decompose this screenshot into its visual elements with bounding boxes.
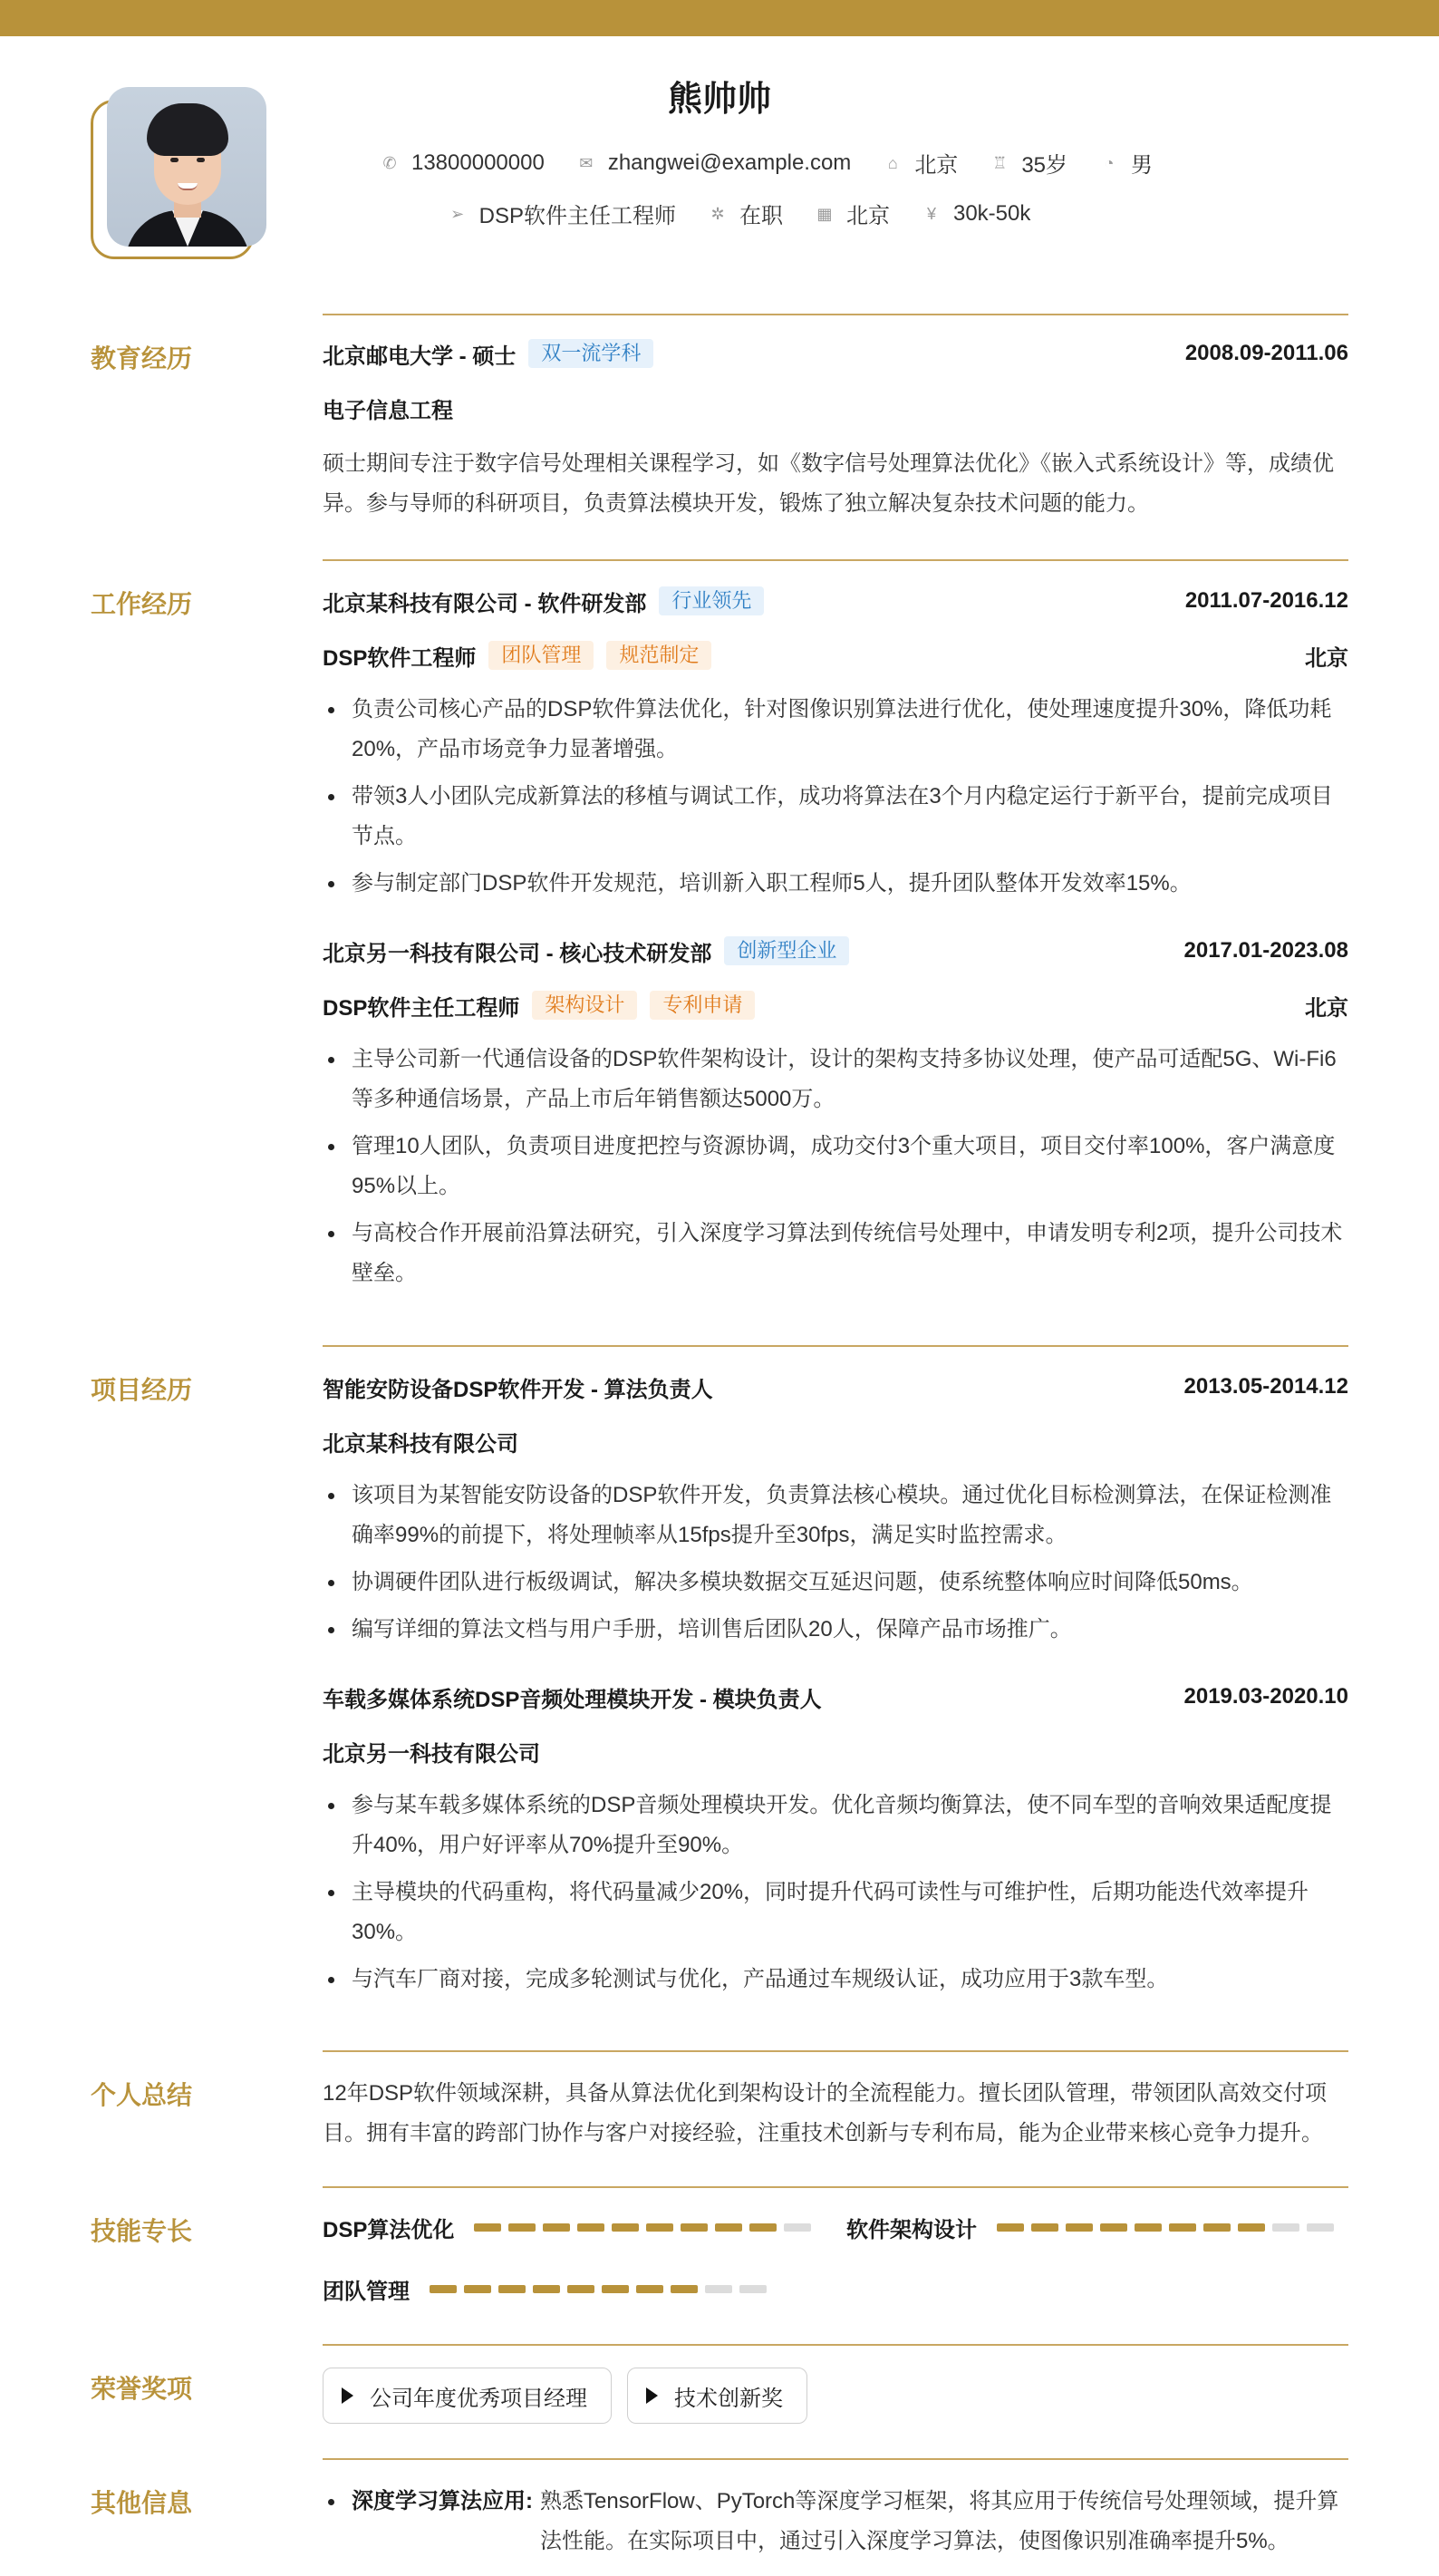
cake-icon: ♖ <box>992 153 1008 172</box>
age-text: 35岁 <box>1021 153 1068 178</box>
work-skill-tag: 架构设计 <box>532 991 637 1020</box>
skills-body <box>323 2212 1348 2311</box>
work-entry <box>323 935 1348 1293</box>
gender-icon: ◔ <box>1104 153 1115 172</box>
work-company-row <box>323 585 1348 617</box>
school-name: 北京邮电大学 - 硕士 <box>323 344 517 369</box>
work-company-tag: 行业领先 <box>659 586 764 615</box>
skill-level-segment <box>1135 2223 1162 2232</box>
phone-item <box>381 150 545 176</box>
gender-item <box>1100 147 1153 179</box>
list-item: 编写详细的算法文档与用户手册，培训售后团队20人，保障产品市场推广。 <box>323 1610 1348 1650</box>
status-icon: ✲ <box>710 204 725 223</box>
job-intent-row <box>20 198 1439 229</box>
skill-level-segment <box>1169 2223 1196 2232</box>
list-item: 与汽车厂商对接，完成多轮测试与优化，产品通过车规级认证，成功应用于3款车型。 <box>323 1960 1348 2000</box>
skill-level-bar <box>474 2223 811 2232</box>
play-icon <box>342 2387 353 2404</box>
status-text: 在职 <box>739 204 783 228</box>
skill-level-segment <box>602 2285 629 2293</box>
skill-level-segment <box>508 2223 536 2232</box>
education-description: 硕士期间专注于数字信号处理相关课程学习，如《数字信号处理算法优化》《嵌入式系统设计》等，成绩优异。参与导师的科研项目，负责算法模块开发，锻炼了独立解决复杂技术问题的能力。 <box>323 451 1334 516</box>
list-item: 参与制定部门DSP软件开发规范，培训新入职工程师5人，提升团队整体开发效率15%。 <box>323 864 1348 904</box>
work-skill-tag: 规范制定 <box>606 641 711 670</box>
skill-level-segment <box>1100 2223 1127 2232</box>
work-title: DSP软件主任工程师 <box>323 995 520 1021</box>
work-skill-tag: 团队管理 <box>488 641 594 670</box>
candidate-name: 熊帅帅 <box>667 81 771 119</box>
work-body <box>323 585 1348 1301</box>
skill-item <box>323 2212 811 2243</box>
project-entry <box>323 1680 1348 2000</box>
list-item: 协调硬件团队进行板级调试，解决多模块数据交互延迟问题，使系统整体响应时间降低50ms。 <box>323 1563 1348 1603</box>
work-title-row <box>323 989 1348 1022</box>
work-location: 北京 <box>1305 995 1348 1021</box>
skill-level-segment <box>784 2223 811 2232</box>
skill-level-segment <box>1066 2223 1093 2232</box>
skill-level-segment <box>1272 2223 1299 2232</box>
email-item <box>577 150 852 176</box>
school-tag: 双一流学科 <box>528 339 653 368</box>
project-name: 车载多媒体系统DSP音频处理模块开发 - 模块负责人 <box>323 1687 822 1712</box>
contact-row <box>47 147 1439 179</box>
section-title-other: 其他信息 <box>91 2489 193 2517</box>
section-title-projects: 项目经历 <box>91 1376 193 1404</box>
skill-level-segment <box>498 2285 526 2293</box>
other-body <box>323 2482 1348 2561</box>
list-item: 主导公司新一代通信设备的DSP软件架构设计，设计的架构支持多协议处理，使产品可适配5G、Wi-Fi6等多种通信场景，产品上市后年销售额达5000万。 <box>323 1040 1348 1119</box>
summary-body <box>323 2074 1348 2154</box>
mail-icon: ✉ <box>579 153 594 172</box>
project-date: 2013.05-2014.12 <box>1183 1374 1348 1399</box>
skill-level-segment <box>567 2285 594 2293</box>
work-divider <box>323 559 1348 561</box>
work-title-row <box>323 639 1348 672</box>
list-item: 负责公司核心产品的DSP软件算法优化，针对图像识别算法进行优化，使处理速度提升30%，降低功耗20%，产品市场竞争力显著增强。 <box>323 690 1348 770</box>
skills-divider <box>323 2186 1348 2188</box>
projects-divider <box>323 1345 1348 1347</box>
skill-level-segment <box>636 2285 663 2293</box>
skill-level-segment <box>474 2223 501 2232</box>
project-company-row <box>323 1425 1348 1457</box>
other-value: 熟悉TensorFlow、PyTorch等深度学习框架，将其应用于传统信号处理领域，提升算法性能。在实际项目中，通过引入深度学习算法，使图像识别准确率提升5%。 <box>540 2489 1339 2553</box>
skill-level-segment <box>612 2223 639 2232</box>
send-icon: ➢ <box>450 204 465 223</box>
top-accent-bar <box>0 0 1439 36</box>
city-text: 北京 <box>914 153 959 178</box>
work-skill-tag: 专利申请 <box>650 991 755 1020</box>
education-major-row <box>323 392 1348 424</box>
education-header-row <box>323 337 1348 370</box>
section-title-skills: 技能专长 <box>91 2217 193 2245</box>
honors-body <box>323 2368 1348 2426</box>
salary-text: 30k-50k <box>952 200 1031 226</box>
other-divider <box>323 2458 1348 2460</box>
skill-level-segment <box>464 2285 491 2293</box>
work-company: 北京另一科技有限公司 - 核心技术研发部 <box>323 941 712 966</box>
work-city-text: 北京 <box>845 204 890 228</box>
skill-level-segment <box>749 2223 777 2232</box>
project-entry <box>323 1370 1348 1650</box>
email-text: zhangwei@example.com <box>607 150 852 175</box>
gender-text: 男 <box>1131 153 1154 178</box>
skill-level-segment <box>705 2285 732 2293</box>
phone-icon: ✆ <box>382 153 397 172</box>
skill-level-segment <box>1031 2223 1058 2232</box>
list-item: 该项目为某智能安防设备的DSP软件开发，负责算法核心模块。通过优化目标检测算法，在保证检测准确率99%的前提下，将处理帧率从15fps提升至30fps，满足实时监控需求。 <box>323 1476 1348 1555</box>
project-name: 智能安防设备DSP软件开发 - 算法负责人 <box>323 1377 713 1402</box>
list-item: 主导模块的代码重构，将代码量减少20%，同时提升代码可读性与可维护性，后期功能迭代效率提升30%。 <box>323 1873 1348 1952</box>
summary-text: 12年DSP软件领域深耕，具备从算法优化到架构设计的全流程能力。擅长团队管理，带领团队高效交付项目。拥有丰富的跨部门协作与客户对接经验，注重技术创新与专利布局，能为企业带来核心竞争力提升。 <box>323 2081 1328 2145</box>
award-label: 技术创新奖 <box>674 2386 783 2411</box>
project-bullets <box>323 1476 1348 1650</box>
section-title-summary: 个人总结 <box>91 2081 193 2109</box>
skill-name: 软件架构设计 <box>846 2218 977 2242</box>
play-icon <box>646 2387 658 2404</box>
work-entry <box>323 585 1348 904</box>
skill-level-bar <box>430 2285 767 2293</box>
list-item: 参与某车载多媒体系统的DSP音频处理模块开发。优化音频均衡算法，使不同车型的音响效果适配度提升40%，用户好评率从70%提升至90%。 <box>323 1786 1348 1865</box>
age-item <box>990 147 1067 179</box>
building-icon: ▦ <box>816 204 833 223</box>
position-item <box>449 198 676 229</box>
skill-level-segment <box>997 2223 1024 2232</box>
work-title: DSP软件工程师 <box>323 645 477 671</box>
salary-icon: ¥ <box>926 204 936 223</box>
list-item: 与高校合作开展前沿算法研究，引入深度学习算法到传统信号处理中，申请发明专利2项，提升公司技术壁垒。 <box>323 1214 1348 1293</box>
skill-level-segment <box>739 2285 767 2293</box>
project-company-row <box>323 1735 1348 1767</box>
skill-level-segment <box>646 2223 673 2232</box>
city-item <box>884 147 958 179</box>
section-title-work: 工作经历 <box>91 590 193 618</box>
work-date: 2017.01-2023.08 <box>1183 938 1348 963</box>
skill-level-segment <box>533 2285 560 2293</box>
skill-level-bar <box>997 2223 1334 2232</box>
skill-level-segment <box>681 2223 708 2232</box>
award-badge <box>323 2368 612 2424</box>
section-title-honors: 荣誉奖项 <box>91 2375 193 2403</box>
skill-level-segment <box>1238 2223 1265 2232</box>
skill-name: DSP算法优化 <box>323 2218 455 2242</box>
work-bullets <box>323 690 1348 904</box>
home-icon: ⌂ <box>887 153 898 172</box>
work-bullets <box>323 1040 1348 1293</box>
skill-level-segment <box>543 2223 570 2232</box>
work-date: 2011.07-2016.12 <box>1184 588 1348 613</box>
list-item: 管理10人团队，负责项目进度把控与资源协调，成功交付3个重大项目，项目交付率100%，客户满意度95%以上。 <box>323 1127 1348 1206</box>
skill-item <box>846 2212 1334 2243</box>
phone-text: 13800000000 <box>410 150 545 175</box>
work-company-tag: 创新型企业 <box>724 936 849 965</box>
project-date: 2019.03-2020.10 <box>1183 1684 1348 1709</box>
skill-level-segment <box>577 2223 604 2232</box>
education-divider <box>323 314 1348 315</box>
skill-item <box>323 2273 767 2305</box>
project-header-row <box>323 1680 1348 1713</box>
section-title-education: 教育经历 <box>91 344 193 373</box>
list-item <box>323 2482 1348 2561</box>
skill-level-segment <box>1203 2223 1231 2232</box>
salary-item <box>922 201 1030 227</box>
education-body <box>323 337 1348 524</box>
work-company-row <box>323 935 1348 967</box>
skill-level-segment <box>430 2285 457 2293</box>
work-city-item <box>816 198 890 229</box>
other-key: 深度学习算法应用: <box>352 2489 533 2513</box>
honors-divider <box>323 2344 1348 2346</box>
work-company: 北京某科技有限公司 - 软件研发部 <box>323 591 647 616</box>
project-company: 北京另一科技有限公司 <box>323 1741 540 1767</box>
project-company: 北京某科技有限公司 <box>323 1431 518 1457</box>
summary-divider <box>323 2050 1348 2052</box>
skill-name: 团队管理 <box>323 2280 410 2304</box>
education-date: 2008.09-2011.06 <box>1184 341 1348 365</box>
projects-body <box>323 1370 1348 2007</box>
list-item: 带领3人小团队完成新算法的移植与调试工作，成功将算法在3个月内稳定运行于新平台，提前完成项目节点。 <box>323 777 1348 857</box>
work-location: 北京 <box>1305 645 1348 671</box>
skill-level-segment <box>671 2285 698 2293</box>
status-item <box>709 198 783 229</box>
award-label: 公司年度优秀项目经理 <box>370 2386 587 2411</box>
project-header-row <box>323 1370 1348 1403</box>
project-bullets <box>323 1786 1348 2000</box>
skill-level-segment <box>715 2223 742 2232</box>
position-text: DSP软件主任工程师 <box>478 204 676 228</box>
skill-level-segment <box>1307 2223 1334 2232</box>
award-badge <box>627 2368 807 2424</box>
major-name: 电子信息工程 <box>323 398 453 423</box>
